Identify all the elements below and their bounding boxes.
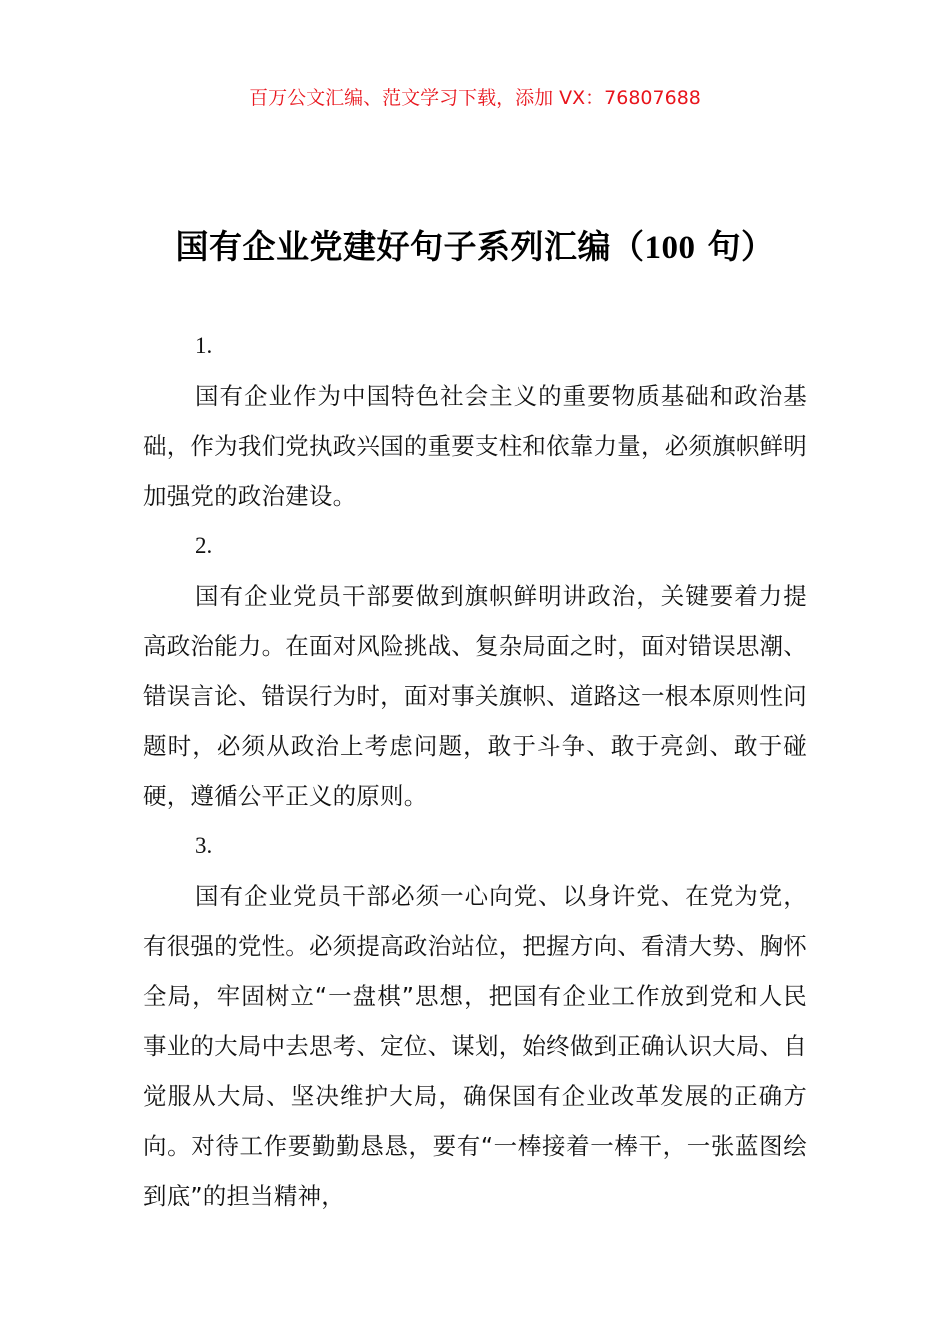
title-unit: 句 bbox=[695, 227, 741, 266]
section-paragraph: 国有企业作为中国特色社会主义的重要物质基础和政治基础，作为我们党执政兴国的重要支柱和依靠力量，必须旗帜鲜明加强党的政治建设。 bbox=[143, 382, 807, 510]
section-paragraph: 国有企业党员干部必须一心向党、以身许党、在党为党，有很强的党性。必须提高政治站位，把握方向、看清大势、胸怀全局，牢固树立“一盘棋”思想，把国有企业工作放到党和人民事业的大局中去思考、定位、谋划，始终做到正确认识大局、自觉服从大局、坚决维护大局，确保国有企业改革发展的正确方向。对待工作要勤勤恳恳，要有“一棒接着一棒干，一张蓝图绘到底”的担当精神， bbox=[143, 882, 807, 1210]
title-paren-open: （ bbox=[611, 227, 645, 266]
section-number: 3. bbox=[195, 833, 213, 858]
title-paren-close: ） bbox=[741, 227, 775, 266]
section-number: 2. bbox=[195, 533, 213, 558]
document-body bbox=[143, 321, 807, 1221]
header-watermark-note: 百万公文汇编、范文学习下载，添加 VX：76807688 bbox=[249, 87, 701, 109]
document-title bbox=[0, 222, 950, 273]
title-main: 国有企业党建好句子系列汇编 bbox=[175, 227, 611, 266]
section-paragraph: 国有企业党员干部要做到旗帜鲜明讲政治，关键要着力提高政治能力。在面对风险挑战、复杂局面之时，面对错误思潮、错误言论、错误行为时，面对事关旗帜、道路这一根本原则性问题时，必须从政治上考虑问题，敢于斗争、敢于亮剑、敢于碰硬，遵循公平正义的原则。 bbox=[143, 582, 807, 810]
section-number: 1. bbox=[195, 333, 213, 358]
title-count: 100 bbox=[644, 230, 696, 266]
